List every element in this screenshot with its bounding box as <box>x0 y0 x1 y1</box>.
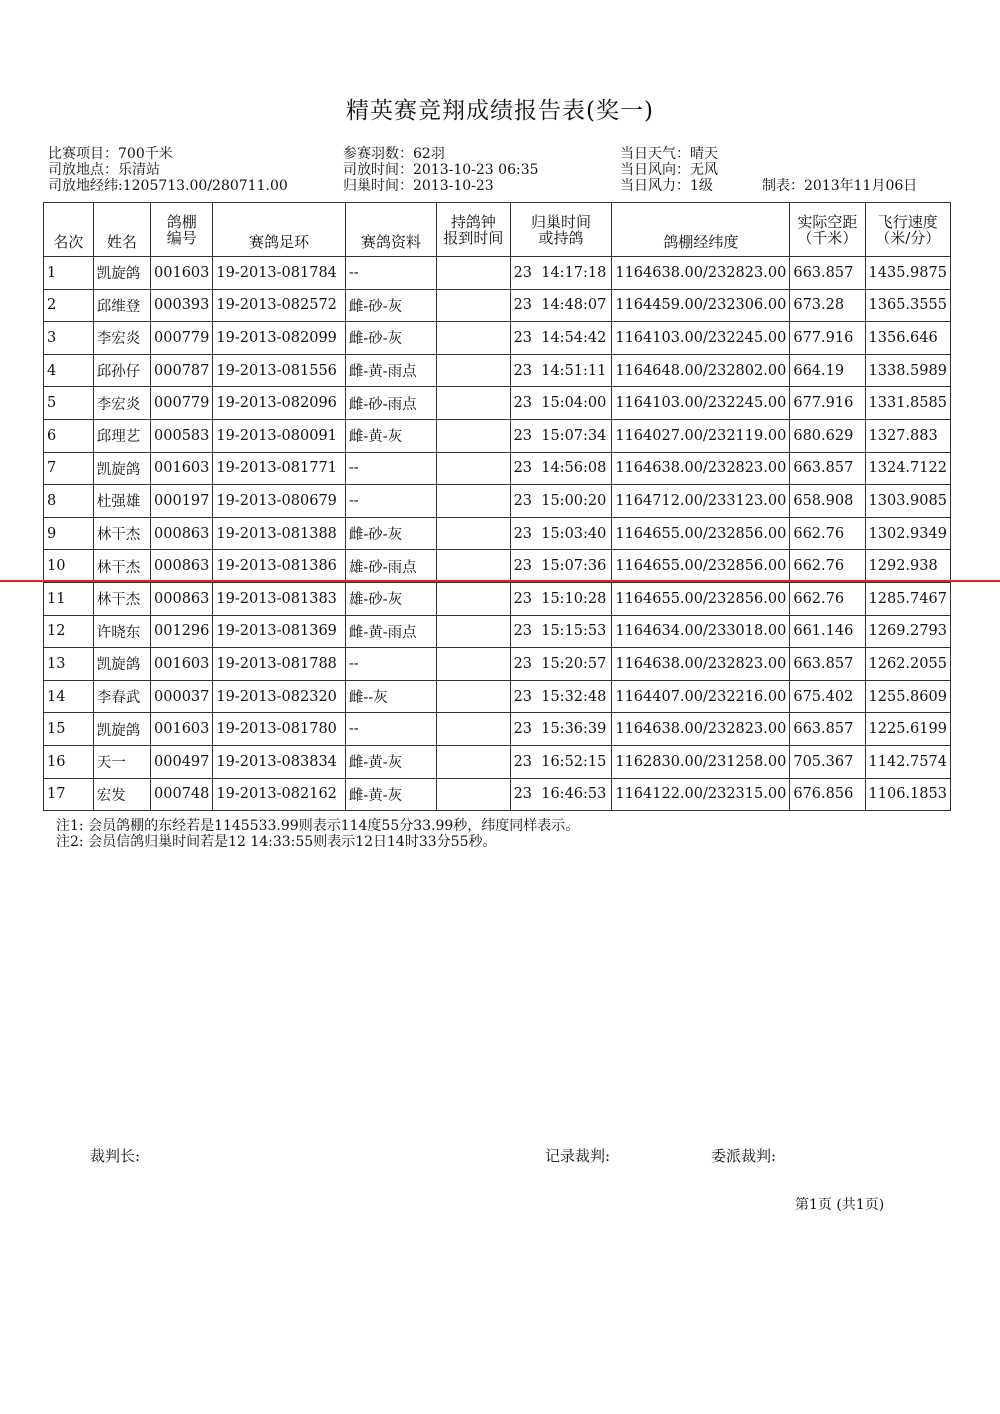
cell-name: 林干杰 <box>93 550 150 583</box>
info-release-time: 司放时间：2013-10-23 06:35 <box>343 162 539 178</box>
cell-pigeon-info: -- <box>345 452 436 485</box>
cell-rank: 2 <box>44 289 94 322</box>
cell-pigeon-info: 雌-黄-雨点 <box>345 354 436 387</box>
cell-ring: 19-2013-081784 <box>213 257 345 290</box>
cell-speed: 1331.8585 <box>865 387 950 420</box>
header-distance: 实际空距 （千米） <box>790 203 865 257</box>
table-row <box>44 289 951 322</box>
cell-rank: 4 <box>44 354 94 387</box>
cell-name: 许晓东 <box>93 615 150 648</box>
cell-pigeon-info: 雌-砂-灰 <box>345 517 436 550</box>
cell-name: 宏发 <box>93 778 150 811</box>
cell-rank: 13 <box>44 648 94 681</box>
cell-coords: 1164712.00/233123.00 <box>612 485 790 518</box>
cell-name: 李宏炎 <box>93 322 150 355</box>
cell-arrival: 23 14:17:18 <box>510 257 612 290</box>
table-row <box>44 713 951 746</box>
cell-name: 邱维登 <box>93 289 150 322</box>
cell-coords: 1164638.00/232823.00 <box>612 452 790 485</box>
info-release-coords: 司放地经纬:1205713.00/280711.00 <box>48 178 288 194</box>
cell-speed: 1356.646 <box>865 322 950 355</box>
cell-speed: 1435.9875 <box>865 257 950 290</box>
header-loft-no: 鸽棚 编号 <box>151 203 213 257</box>
cell-clock <box>437 680 510 713</box>
cell-coords: 1164655.00/232856.00 <box>612 582 790 615</box>
cell-speed: 1292.938 <box>865 550 950 583</box>
cell-name: 凯旋鸽 <box>93 257 150 290</box>
cell-speed: 1225.6199 <box>865 713 950 746</box>
cell-coords: 1164122.00/232315.00 <box>612 778 790 811</box>
cell-ring: 19-2013-080679 <box>213 485 345 518</box>
cell-rank: 8 <box>44 485 94 518</box>
cell-clock <box>437 517 510 550</box>
info-made-date: 制表：2013年11月06日 <box>762 178 918 194</box>
cell-arrival: 23 14:51:11 <box>510 354 612 387</box>
cell-clock <box>437 713 510 746</box>
delegated-referee-label: 委派裁判: <box>711 1147 777 1165</box>
cell-distance: 663.857 <box>790 257 865 290</box>
cell-loft: 000497 <box>151 745 213 778</box>
info-column-1 <box>48 146 288 194</box>
table-row <box>44 354 951 387</box>
cell-loft: 001296 <box>151 615 213 648</box>
table-row <box>44 778 951 811</box>
cell-ring: 19-2013-081771 <box>213 452 345 485</box>
cell-loft: 000037 <box>151 680 213 713</box>
cell-loft: 000779 <box>151 387 213 420</box>
cell-rank: 15 <box>44 713 94 746</box>
cell-rank: 12 <box>44 615 94 648</box>
cell-distance: 663.857 <box>790 713 865 746</box>
cell-pigeon-info: 雌-黄-灰 <box>345 778 436 811</box>
cell-name: 凯旋鸽 <box>93 648 150 681</box>
cell-ring: 19-2013-081788 <box>213 648 345 681</box>
cell-ring: 19-2013-081388 <box>213 517 345 550</box>
cell-arrival: 23 15:36:39 <box>510 713 612 746</box>
cell-pigeon-info: -- <box>345 257 436 290</box>
cell-speed: 1303.9085 <box>865 485 950 518</box>
cell-arrival: 23 14:48:07 <box>510 289 612 322</box>
cell-arrival: 23 14:56:08 <box>510 452 612 485</box>
info-wind-direction: 当日风向：无风 <box>620 162 718 178</box>
cell-clock <box>437 387 510 420</box>
cell-coords: 1164103.00/232245.00 <box>612 387 790 420</box>
cell-pigeon-info: 雌-黄-灰 <box>345 745 436 778</box>
chief-referee-label: 裁判长: <box>90 1147 141 1165</box>
table-row <box>44 387 951 420</box>
cell-distance: 677.916 <box>790 322 865 355</box>
page-number: 第1页 (共1页) <box>795 1197 885 1213</box>
cell-clock <box>437 452 510 485</box>
cell-name: 杜强雄 <box>93 485 150 518</box>
table-header-row <box>44 203 951 257</box>
cell-speed: 1327.883 <box>865 419 950 452</box>
table-row <box>44 582 951 615</box>
cell-coords: 1164648.00/232802.00 <box>612 354 790 387</box>
results-table <box>43 202 951 811</box>
cell-loft: 001603 <box>151 648 213 681</box>
cell-name: 邱理艺 <box>93 419 150 452</box>
table-row <box>44 257 951 290</box>
header-arrival: 归巢时间 或持鸽 <box>510 203 612 257</box>
cell-distance: 676.856 <box>790 778 865 811</box>
cell-loft: 001603 <box>151 713 213 746</box>
award-cut-line <box>0 580 1000 582</box>
cell-arrival: 23 15:10:28 <box>510 582 612 615</box>
cell-speed: 1269.2793 <box>865 615 950 648</box>
cell-distance: 662.76 <box>790 582 865 615</box>
cell-speed: 1255.8609 <box>865 680 950 713</box>
recording-referee-label: 记录裁判: <box>545 1147 611 1165</box>
cell-distance: 705.367 <box>790 745 865 778</box>
cell-pigeon-info: -- <box>345 485 436 518</box>
cell-ring: 19-2013-080091 <box>213 419 345 452</box>
info-wind-force: 当日风力：1级 <box>620 178 713 194</box>
cell-clock <box>437 257 510 290</box>
cell-distance: 662.76 <box>790 517 865 550</box>
cell-distance: 677.916 <box>790 387 865 420</box>
header-speed: 飞行速度 （米/分） <box>865 203 950 257</box>
cell-ring: 19-2013-082162 <box>213 778 345 811</box>
cell-rank: 16 <box>44 745 94 778</box>
header-coords: 鸽棚经纬度 <box>612 203 790 257</box>
cell-arrival: 23 15:20:57 <box>510 648 612 681</box>
cell-loft: 000863 <box>151 550 213 583</box>
table-row <box>44 419 951 452</box>
table-row <box>44 322 951 355</box>
cell-coords: 1164655.00/232856.00 <box>612 550 790 583</box>
cell-pigeon-info: 雄-砂-雨点 <box>345 550 436 583</box>
info-column-3 <box>620 146 718 194</box>
cell-name: 邱孙仔 <box>93 354 150 387</box>
cell-coords: 1162830.00/231258.00 <box>612 745 790 778</box>
cell-coords: 1164638.00/232823.00 <box>612 257 790 290</box>
cell-speed: 1365.3555 <box>865 289 950 322</box>
cell-loft: 000787 <box>151 354 213 387</box>
cell-pigeon-info: -- <box>345 648 436 681</box>
cell-arrival: 23 16:52:15 <box>510 745 612 778</box>
cell-loft: 001603 <box>151 257 213 290</box>
cell-pigeon-info: 雌-黄-雨点 <box>345 615 436 648</box>
info-release-site: 司放地点：乐清站 <box>48 162 160 178</box>
cell-clock <box>437 550 510 583</box>
cell-distance: 680.629 <box>790 419 865 452</box>
header-clock-time: 持鸽钟 报到时间 <box>437 203 510 257</box>
cell-loft: 000863 <box>151 582 213 615</box>
cell-ring: 19-2013-081556 <box>213 354 345 387</box>
cell-arrival: 23 14:54:42 <box>510 322 612 355</box>
cell-rank: 17 <box>44 778 94 811</box>
cell-name: 李宏炎 <box>93 387 150 420</box>
cell-loft: 000863 <box>151 517 213 550</box>
cell-rank: 6 <box>44 419 94 452</box>
info-weather: 当日天气：晴天 <box>620 146 718 162</box>
table-row <box>44 648 951 681</box>
table-row <box>44 680 951 713</box>
cell-name: 天一 <box>93 745 150 778</box>
cell-clock <box>437 485 510 518</box>
cell-clock <box>437 289 510 322</box>
cell-pigeon-info: 雌--灰 <box>345 680 436 713</box>
cell-coords: 1164027.00/232119.00 <box>612 419 790 452</box>
cell-name: 林干杰 <box>93 517 150 550</box>
cell-arrival: 23 15:04:00 <box>510 387 612 420</box>
cell-rank: 7 <box>44 452 94 485</box>
cell-speed: 1262.2055 <box>865 648 950 681</box>
info-entries: 参赛羽数：62羽 <box>343 146 445 162</box>
table-row <box>44 550 951 583</box>
cell-loft: 000583 <box>151 419 213 452</box>
cell-loft: 001603 <box>151 452 213 485</box>
cell-rank: 10 <box>44 550 94 583</box>
cell-clock <box>437 419 510 452</box>
cell-clock <box>437 745 510 778</box>
cell-name: 林干杰 <box>93 582 150 615</box>
table-row <box>44 745 951 778</box>
cell-ring: 19-2013-082572 <box>213 289 345 322</box>
cell-ring: 19-2013-082320 <box>213 680 345 713</box>
cell-speed: 1142.7574 <box>865 745 950 778</box>
cell-distance: 673.28 <box>790 289 865 322</box>
cell-ring: 19-2013-083834 <box>213 745 345 778</box>
cell-speed: 1338.5989 <box>865 354 950 387</box>
table-row <box>44 615 951 648</box>
table-body <box>44 257 951 811</box>
cell-pigeon-info: 雌-砂-雨点 <box>345 387 436 420</box>
header-ring: 赛鸽足环 <box>213 203 345 257</box>
cell-rank: 14 <box>44 680 94 713</box>
cell-distance: 675.402 <box>790 680 865 713</box>
cell-clock <box>437 322 510 355</box>
cell-loft: 000197 <box>151 485 213 518</box>
cell-rank: 1 <box>44 257 94 290</box>
cell-coords: 1164638.00/232823.00 <box>612 648 790 681</box>
cell-ring: 19-2013-081369 <box>213 615 345 648</box>
cell-rank: 5 <box>44 387 94 420</box>
cell-distance: 663.857 <box>790 452 865 485</box>
cell-clock <box>437 582 510 615</box>
cell-ring: 19-2013-082099 <box>213 322 345 355</box>
header-pigeon-info: 赛鸽资料 <box>345 203 436 257</box>
cell-clock <box>437 778 510 811</box>
cell-distance: 664.19 <box>790 354 865 387</box>
table-row <box>44 452 951 485</box>
cell-name: 凯旋鸽 <box>93 452 150 485</box>
cell-clock <box>437 648 510 681</box>
cell-speed: 1285.7467 <box>865 582 950 615</box>
info-column-2 <box>343 146 539 194</box>
cell-clock <box>437 354 510 387</box>
cell-coords: 1164634.00/233018.00 <box>612 615 790 648</box>
cell-name: 李春武 <box>93 680 150 713</box>
table-row <box>44 517 951 550</box>
cell-ring: 19-2013-081386 <box>213 550 345 583</box>
cell-clock <box>437 615 510 648</box>
cell-coords: 1164638.00/232823.00 <box>612 713 790 746</box>
cell-distance: 663.857 <box>790 648 865 681</box>
cell-distance: 658.908 <box>790 485 865 518</box>
cell-arrival: 23 15:07:36 <box>510 550 612 583</box>
header-name: 姓名 <box>93 203 150 257</box>
cell-loft: 000748 <box>151 778 213 811</box>
note-1: 注1: 会员鸽棚的东经若是1145533.99则表示114度55分33.99秒，纬度同样表示。 <box>56 818 580 834</box>
cell-rank: 11 <box>44 582 94 615</box>
cell-coords: 1164459.00/232306.00 <box>612 289 790 322</box>
info-return-date: 归巢时间：2013-10-23 <box>343 178 494 194</box>
cell-ring: 19-2013-082096 <box>213 387 345 420</box>
cell-loft: 000393 <box>151 289 213 322</box>
cell-pigeon-info: 雌-砂-灰 <box>345 289 436 322</box>
cell-coords: 1164655.00/232856.00 <box>612 517 790 550</box>
cell-rank: 3 <box>44 322 94 355</box>
cell-pigeon-info: -- <box>345 713 436 746</box>
cell-distance: 661.146 <box>790 615 865 648</box>
cell-arrival: 23 15:15:53 <box>510 615 612 648</box>
note-2: 注2: 会员信鸽归巢时间若是12 14:33:55则表示12日14时33分55秒。 <box>56 834 497 850</box>
cell-rank: 9 <box>44 517 94 550</box>
cell-arrival: 23 15:32:48 <box>510 680 612 713</box>
report-title: 精英赛竞翔成绩报告表(奖一) <box>346 98 654 124</box>
cell-speed: 1106.1853 <box>865 778 950 811</box>
cell-loft: 000779 <box>151 322 213 355</box>
cell-arrival: 23 15:00:20 <box>510 485 612 518</box>
cell-ring: 19-2013-081383 <box>213 582 345 615</box>
cell-arrival: 23 16:46:53 <box>510 778 612 811</box>
cell-coords: 1164407.00/232216.00 <box>612 680 790 713</box>
cell-speed: 1302.9349 <box>865 517 950 550</box>
cell-name: 凯旋鸽 <box>93 713 150 746</box>
cell-coords: 1164103.00/232245.00 <box>612 322 790 355</box>
notes <box>56 818 579 850</box>
info-race-item: 比赛项目：700千米 <box>48 146 173 162</box>
cell-pigeon-info: 雌-砂-灰 <box>345 322 436 355</box>
cell-pigeon-info: 雌-黄-灰 <box>345 419 436 452</box>
cell-arrival: 23 15:07:34 <box>510 419 612 452</box>
header-rank: 名次 <box>44 203 94 257</box>
table-row <box>44 485 951 518</box>
cell-pigeon-info: 雄-砂-灰 <box>345 582 436 615</box>
cell-arrival: 23 15:03:40 <box>510 517 612 550</box>
cell-distance: 662.76 <box>790 550 865 583</box>
cell-speed: 1324.7122 <box>865 452 950 485</box>
cell-ring: 19-2013-081780 <box>213 713 345 746</box>
